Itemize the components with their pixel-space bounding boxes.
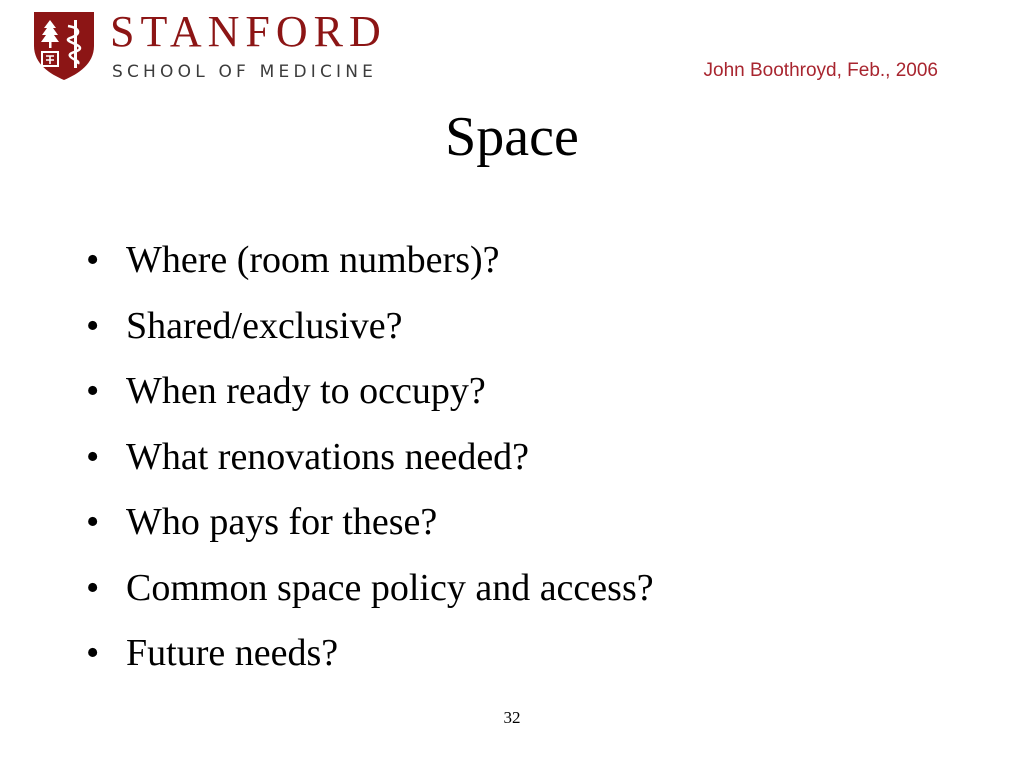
bullet-icon: • — [86, 566, 100, 609]
bullet-text: Future needs? — [126, 632, 339, 674]
bullet-icon: • — [86, 501, 100, 543]
bullet-text: Who pays for these? — [126, 501, 438, 543]
bullet-icon: • — [86, 304, 100, 347]
stanford-shield-icon — [32, 10, 96, 82]
bullet-icon: • — [86, 435, 100, 478]
slide-title: Space — [445, 106, 579, 168]
bullet-icon: • — [86, 239, 100, 281]
author-date-byline: John Boothroyd, Feb., 2006 — [703, 60, 938, 81]
bullet-item — [86, 490, 654, 556]
bullet-list — [86, 228, 654, 687]
logo-wordmark: STANFORD — [110, 7, 387, 56]
bullet-text: When ready to occupy? — [126, 370, 486, 412]
bullet-item — [86, 294, 654, 360]
bullet-item — [86, 556, 654, 622]
bullet-item — [86, 359, 654, 425]
bullet-text: Shared/exclusive? — [126, 304, 403, 347]
bullet-item — [86, 425, 654, 491]
bullet-icon: • — [86, 370, 100, 412]
stanford-medicine-logo — [32, 7, 412, 82]
logo-subtitle: SCHOOL OF MEDICINE — [112, 62, 378, 82]
bullet-text: Where (room numbers)? — [126, 239, 500, 281]
bullet-item — [86, 621, 654, 687]
bullet-icon: • — [86, 632, 100, 674]
page-number: 32 — [503, 708, 521, 727]
bullet-text: What renovations needed? — [126, 435, 530, 478]
bullet-text: Common space policy and access? — [126, 566, 654, 609]
bullet-item — [86, 228, 654, 294]
